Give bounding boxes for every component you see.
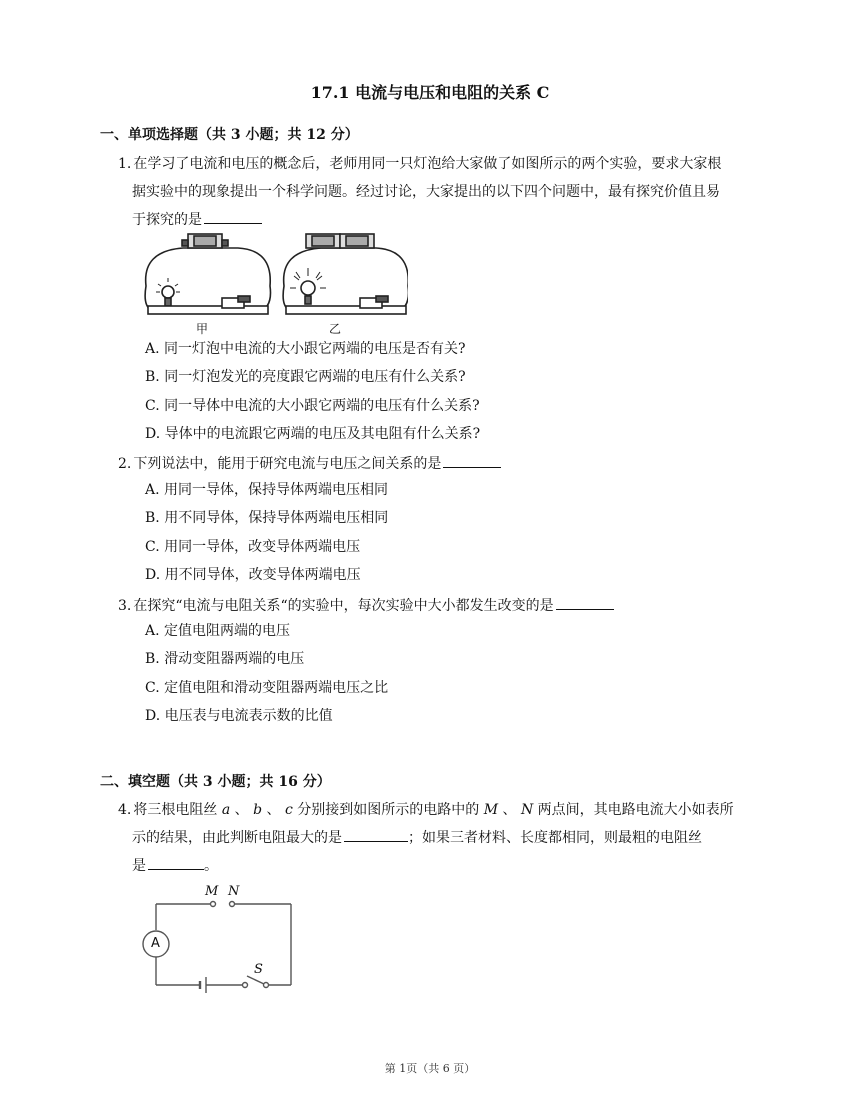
question-text: 示的结果，由此判断电阻最大的是	[132, 830, 342, 846]
option-b: B. 用不同导体，保持导体两端电压相同	[145, 510, 389, 526]
circuit-figure-q4	[136, 880, 306, 1000]
answer-blank	[443, 453, 501, 468]
option-a: A. 同一灯泡中电流的大小跟它两端的电压是否有关?	[145, 341, 466, 357]
page-title: 17.1 电流与电压和电阻的关系 C	[310, 83, 550, 102]
question-text: 将三根电阻丝	[133, 802, 218, 818]
answer-blank	[556, 595, 614, 610]
circuit-jia	[145, 234, 270, 314]
circuit-label-n: N	[228, 884, 240, 899]
question-text: ；如果三者材料、长度都相同，则最粗的电阻丝	[408, 830, 702, 846]
question-number: 3.	[118, 598, 132, 614]
variable-m: M	[483, 802, 499, 818]
answer-blank	[204, 209, 262, 224]
figure-label-yi: 乙	[329, 322, 342, 336]
variable-b: b	[253, 802, 263, 818]
question-text: 两点间，其电路电流大小如表所	[537, 802, 734, 818]
section-title-fill: 二、填空题（共 3 小题；共 16 分）	[100, 774, 331, 790]
answer-blank	[344, 827, 408, 842]
question-3	[118, 592, 758, 620]
variable-a: a	[221, 802, 231, 818]
section-title-choice: 一、单项选择题（共 3 小题；共 12 分）	[100, 127, 359, 143]
option-d: D. 电压表与电流表示数的比值	[145, 708, 333, 724]
figure-label-jia: 甲	[196, 322, 209, 336]
separator: 、	[234, 802, 249, 818]
option-a: A. 用同一导体，保持导体两端电压相同	[145, 482, 389, 498]
ammeter-label: A	[151, 936, 160, 951]
question-text-line: 据实验中的现象提出一个科学问题。经过讨论，大家提出的以下四个问题中，最有探究价值且易	[132, 184, 720, 200]
option-a: A. 定值电阻两端的电压	[145, 623, 291, 639]
question-2	[118, 450, 758, 478]
switch-label: S	[254, 962, 263, 977]
question-text: 在探究“电流与电阻关系“的实验中，每次实验中大小都发生改变的是	[133, 598, 554, 614]
option-d: D. 导体中的电流跟它两端的电压及其电阻有什么关系?	[145, 426, 481, 442]
option-c: C. 定值电阻和滑动变阻器两端电压之比	[145, 680, 389, 696]
variable-c: c	[284, 802, 293, 818]
question-text: 。	[204, 858, 218, 874]
question-number: 4.	[118, 802, 132, 818]
question-text-line: 在学习了电流和电压的概念后，老师用同一只灯泡给大家做了如图所示的两个实验，要求大家根	[133, 156, 722, 172]
question-4	[118, 796, 758, 880]
separator: 、	[266, 802, 281, 818]
option-c: C. 同一导体中电流的大小跟它两端的电压有什么关系?	[145, 398, 480, 414]
option-b: B. 同一灯泡发光的亮度跟它两端的电压有什么关系?	[145, 369, 466, 385]
option-d: D. 用不同导体，改变导体两端电压	[145, 567, 361, 583]
question-text: 是	[132, 858, 146, 874]
question-number: 1.	[118, 156, 132, 172]
page-footer: 第 1页（共 6 页）	[384, 1062, 476, 1075]
question-number: 2.	[118, 456, 132, 472]
question-1	[118, 150, 758, 234]
circuit-label-m: M	[205, 884, 219, 899]
separator: 、	[502, 802, 517, 818]
answer-blank	[148, 855, 204, 870]
question-text: 分别接到如图所示的电路中的	[297, 802, 480, 818]
circuit-yi	[283, 234, 408, 314]
option-b: B. 滑动变阻器两端的电压	[145, 651, 305, 667]
question-text-line: 于探究的是	[132, 212, 202, 228]
option-c: C. 用同一导体，改变导体两端电压	[145, 539, 361, 555]
question-text: 下列说法中，能用于研究电流与电压之间关系的是	[133, 456, 442, 472]
variable-n: N	[520, 802, 534, 818]
circuit-figure-q1	[138, 226, 408, 338]
